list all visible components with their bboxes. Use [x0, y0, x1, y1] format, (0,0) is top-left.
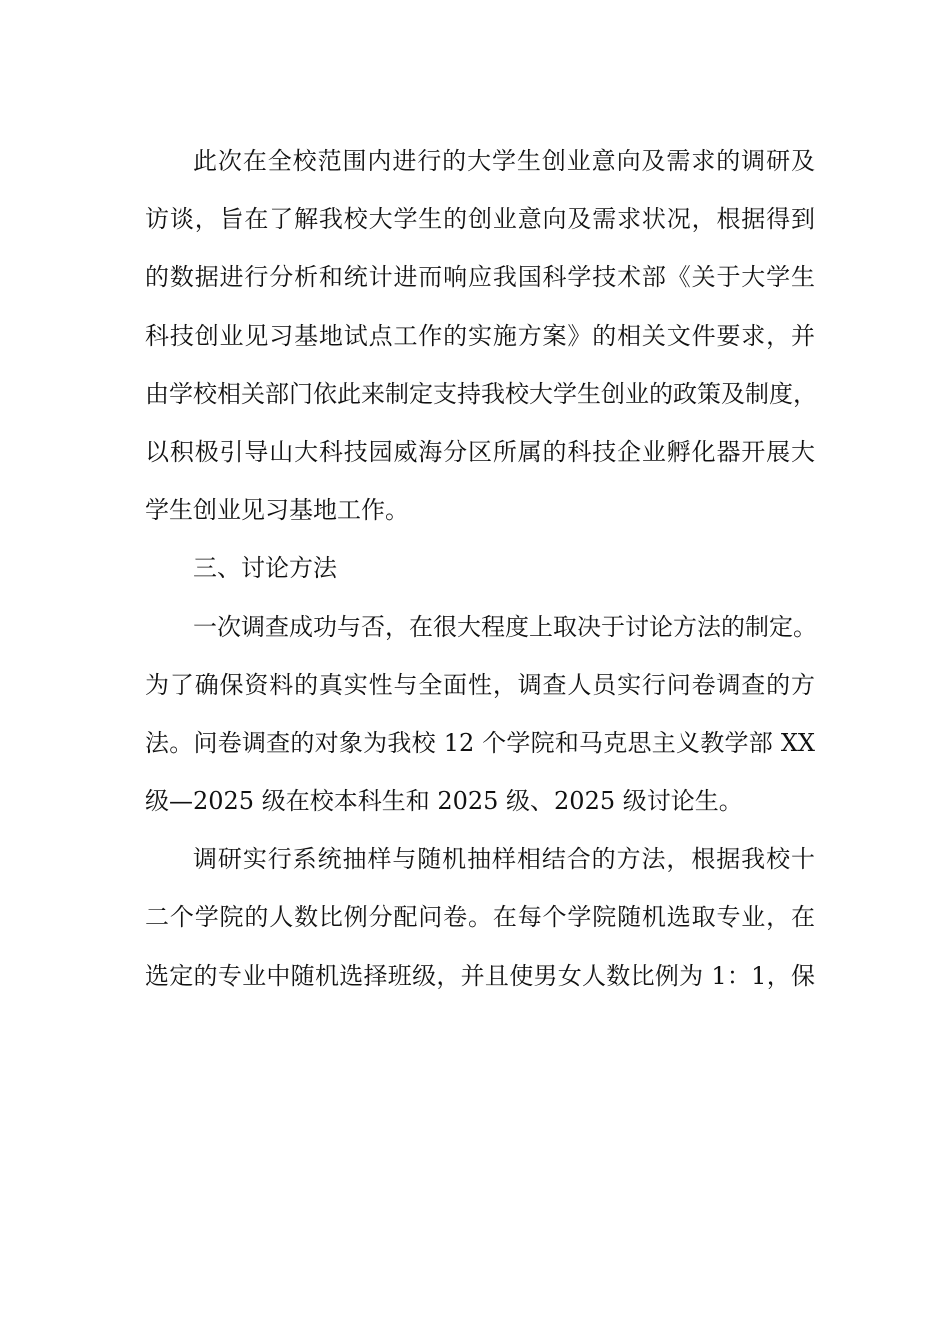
- document-body: [145, 132, 815, 1005]
- section-heading: 三、讨论方法: [193, 554, 337, 583]
- paragraph-line: 由学校相关部门依此来制定支持我校大学生创业的政策及制度，: [145, 379, 817, 408]
- paragraph-line: 以积极引导山大科技园威海分区所属的科技企业孵化器开展大: [145, 437, 815, 466]
- paragraph-3: [145, 830, 815, 1005]
- paragraph-line: 二个学院的人数比例分配问卷。在每个学院随机选取专业，在: [145, 903, 815, 932]
- paragraph-line: 级—2025 级在校本科生和 2025 级、2025 级讨论生。: [145, 787, 743, 816]
- paragraph-line: 一次调查成功与否，在很大程度上取决于讨论方法的制定。: [193, 612, 817, 641]
- paragraph-line: 的数据进行分析和统计进而响应我国科学技术部《关于大学生: [145, 263, 815, 292]
- paragraph-line: 学生创业见习基地工作。: [145, 496, 409, 525]
- paragraph-line: 为了确保资料的真实性与全面性，调查人员实行问卷调查的方: [145, 670, 815, 699]
- paragraph-line: 调研实行系统抽样与随机抽样相结合的方法，根据我校十: [193, 845, 815, 874]
- paragraph-1: [145, 132, 815, 539]
- paragraph-2: [145, 598, 815, 831]
- paragraph-line: 访谈，旨在了解我校大学生的创业意向及需求状况，根据得到: [145, 205, 815, 234]
- paragraph-line: 科技创业见习基地试点工作的实施方案》的相关文件要求，并: [145, 321, 815, 350]
- paragraph-line: 此次在全校范围内进行的大学生创业意向及需求的调研及: [193, 147, 815, 175]
- paragraph-line: 法。问卷调查的对象为我校 12 个学院和马克思主义教学部 XX: [145, 728, 815, 757]
- paragraph-line: 选定的专业中随机选择班级，并且使男女人数比例为 1：1，保: [145, 961, 815, 990]
